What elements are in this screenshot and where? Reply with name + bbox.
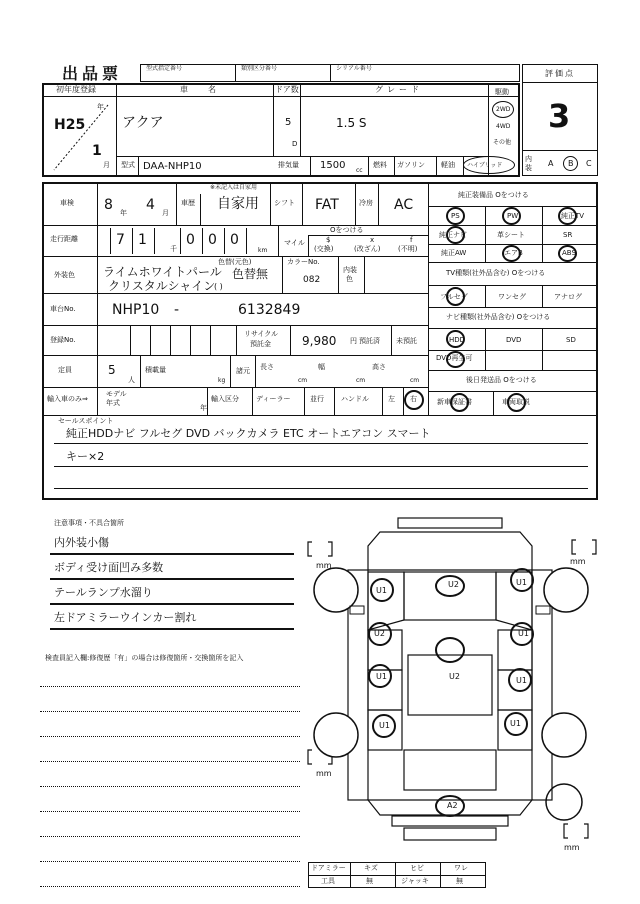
shift-value: FAT [315,197,339,213]
capacity-value: 5 [108,363,116,377]
import-dealer: ディーラー [256,395,291,403]
note-item-1: 内外装小傷 [54,536,109,549]
mileage-digit-5: 0 [230,232,239,248]
mileage-label: 走行距離 [50,235,78,243]
color-no-label: カラーNo. [287,258,320,266]
capacity-unit: 人 [128,376,135,384]
option-leather: 革シート [497,231,525,239]
navi-type-title: ナビ種類(社外品含む) Oをつける [446,313,551,321]
color-no-value: 082 [303,275,321,285]
handle-right-circle [404,390,424,410]
drive-4wd: 4WD [496,123,511,130]
month-value: 1 [92,143,102,159]
navi-dvd-play-circle [446,351,465,368]
drive-other: その他 [493,139,512,146]
import-model-year-2: 年式 [106,399,120,407]
usage-label: 車歴 [181,199,195,207]
ac-value: AC [394,197,414,213]
color-line-2: クリスタルシャイン [108,279,216,293]
mile-opt2-a: x [370,236,375,244]
score-label: 評価点 [545,69,575,78]
car-name-value: アクア [122,115,164,131]
tv-title: TV種類(社外品含む) Oをつける [446,269,546,277]
mile-label: マイル [284,239,305,247]
note-item-2: ボディ受け面凹み多数 [54,561,164,574]
load-label: 積載量 [145,366,166,374]
interior-color-label-1: 内装 [343,266,357,274]
model-label: 型式 [121,161,135,169]
fuel-label: 燃料 [373,161,387,169]
interior-label-1: 内 [525,155,532,163]
diagram-u2-l: U2 [374,629,385,638]
note-item-3: テールランプ水溜り [54,586,153,599]
option-ps: PS [451,212,460,220]
legend-h-4: ワレ [454,864,468,872]
option-abs: ABS [562,249,576,257]
legend-r-2: 無 [366,877,373,885]
tv-analog: アナログ [554,293,582,301]
option-aw: 純正AW [441,249,467,257]
chassis-dash: - [174,302,180,318]
option-tv: 純正TV [561,212,585,220]
recycle-value: 9,980 [302,334,337,348]
mile-opt3-a: f [410,236,413,244]
option-pw-circle [502,207,521,225]
mile-opt2-b: (改ざん) [354,245,381,253]
handle-label: ハンドル [341,395,369,403]
sales-line-2: キー×2 [66,450,105,463]
score-value: 3 [548,97,571,135]
shift-label: シフト [274,199,295,207]
drive-2wd: 2WD [496,106,511,113]
interior-c: C [586,159,592,168]
recycle-label-2: 預託金 [250,340,271,348]
option-sr: SR [563,231,573,239]
dims-length: 長さ [260,363,274,371]
diagram-mm-4: mm [564,843,580,852]
sales-line-1: 純正HDDナビ フルセグ DVD バックカメラ ETC オートエアコン スマート [66,427,431,440]
recycle-unit: 円 [350,337,357,345]
displacement-unit: cc [356,167,363,174]
options-title: 純正装備品 Oをつける [458,191,529,199]
diagram-a2: A2 [447,801,458,810]
load-unit: kg [218,377,226,384]
repaint-label: 色替(元色) [218,258,252,266]
shaken-month: 4 [146,197,155,213]
later-warranty-circle [450,393,469,412]
mileage-thousand: 千 [170,245,177,253]
diagram-mm-2: mm [570,557,586,566]
diagram-u1-r2: U1 [516,676,527,685]
legend-r-4: 無 [456,877,463,885]
diagram-u1-r3: U1 [510,719,521,728]
first-reg-label: 初年度登録 [56,85,96,94]
shaken-year-unit: 年 [120,209,127,217]
option-ps-circle [446,207,465,225]
model-value: DAA-NHP10 [143,161,202,172]
doors-sub: D [292,140,298,148]
later-warranty: 新車保証書 [437,398,472,406]
chassis-number: 6132849 [238,302,301,318]
color-line-2-paren: ( ) [214,282,223,291]
mileage-unit: km [258,247,268,254]
option-airbag: エアB [504,249,523,257]
later-manual: 車両取説 [502,398,530,406]
diagram-u2-hood: U2 [448,580,459,589]
import-class-label: 輸入区分 [211,395,239,403]
diagram-u1-l3: U1 [379,721,390,730]
displacement-value: 1500 [320,160,346,171]
grade-label: グレード [375,85,423,94]
diagram-u1-fl: U1 [376,586,387,595]
usage-value: 自家用 [217,196,259,212]
repaint-value: 色替無 [232,267,269,281]
year-kanji: 年 [97,103,104,111]
color-label: 外装色 [54,271,75,279]
mileage-digit-2: 1 [138,232,147,248]
dims-width-cm: cm [356,377,366,384]
later-manual-circle [507,393,526,412]
later-title: 後日発送品 Oをつける [466,376,537,384]
drive-2wd-circle [492,101,514,118]
diagram-mm-3: mm [316,769,332,778]
option-tv-circle [558,207,577,225]
navi-hdd-circle [446,330,465,348]
chassis-prefix: NHP10 [112,302,160,318]
mile-circle-note: Oをつける [330,226,364,234]
fuel-hybrid: ハイブリッド [467,162,503,169]
import-parallel: 並行 [310,395,324,403]
navi-hdd: HDD [449,336,466,344]
legend-h-3: ヒビ [410,864,424,872]
mile-opt3-b: (不明) [398,245,418,253]
recycle-deposited: 預託済 [359,337,380,345]
capacity-label: 定員 [58,366,72,374]
usage-note: ※未記入は自家用 [210,184,258,191]
ac-label: 冷房 [359,199,373,207]
legend-h-2: キズ [364,864,378,872]
handle-right: 右 [410,395,417,403]
import-label: 輸入車のみ⇒ [47,395,88,403]
color-line-1: ライムホワイトパール [103,265,222,279]
interior-b: B [568,159,574,168]
form-title: 出品票 [62,64,123,83]
dims-label: 諸元 [236,367,250,375]
diagram-u1-r1: U1 [518,629,529,638]
tv-oneseg: ワンセグ [498,293,526,301]
interior-a: A [548,159,554,168]
diagram-mm-1: mm [316,561,332,570]
year-era-value: H25 [54,117,86,133]
note-item-4: 左ドアミラーウインカー割れ [54,611,197,624]
category-no-label: 類別区分番号 [241,65,278,72]
month-kanji: 月 [103,161,110,169]
legend-r-1: 工具 [321,877,335,885]
import-year-unit: 年 [200,404,207,412]
sales-label: セールスポイント [58,417,114,425]
type-no-label: 型式指定番号 [146,65,183,72]
option-pw: PW [507,212,519,220]
fuel-hybrid-circle [463,156,515,174]
interior-label-2: 装 [525,164,532,172]
displacement-label: 排気量 [278,161,299,169]
fuel-diesel: 軽油 [441,161,455,169]
mile-opt1-b: (交換) [314,245,334,253]
option-navi-circle [446,226,465,244]
navi-dvd: DVD [506,336,522,344]
dims-height: 高さ [372,363,386,371]
dims-length-cm: cm [298,377,308,384]
tv-fullseg: フルセグ [440,293,468,301]
navi-sd: SD [566,336,576,344]
mileage-digit-4: 0 [208,232,217,248]
mile-opt1-a: $ [326,236,331,244]
diagram-u1-l2: U1 [376,672,387,681]
fuel-gas: ガソリン [397,161,425,169]
option-navi: 純正ナビ [439,231,467,239]
option-airbag-circle [502,245,521,262]
recycle-not-deposited: 未預託 [396,337,417,345]
option-abs-circle [558,245,577,262]
drive-label: 駆動 [495,88,509,96]
shaken-month-unit: 月 [162,209,169,217]
navi-dvd-play: DVD再生可 [436,354,473,362]
grade-value: 1.5 S [336,116,367,130]
legend-r-3: ジャッキ [401,877,429,885]
import-model-year-1: モデル [106,390,127,398]
interior-b-circle [563,156,578,171]
recycle-label-1: リサイクル [244,330,279,338]
diagram-u2-roof: U2 [449,672,460,681]
reg-label: 登録No. [50,336,76,344]
mileage-digit-1: 7 [116,232,125,248]
inspector-label: 検査員記入欄:修復歴「有」の場合は修復箇所・交換箇所を記入 [45,654,244,662]
dims-height-cm: cm [410,377,420,384]
handle-left: 左 [388,395,395,403]
chassis-label: 車台No. [50,305,76,313]
doors-label: ドア数 [275,85,299,94]
interior-color-label-2: 色 [346,275,353,283]
tv-fullseg-circle [446,287,465,306]
notes-label: 注意事項・不具合箇所 [54,519,124,527]
shaken-label: 車検 [60,199,74,207]
car-name-label: 車名 [180,85,236,94]
dims-width: 幅 [318,363,325,371]
diagram-u1-fr: U1 [516,578,527,587]
serial-no-label: シリアル番号 [336,65,372,72]
legend-h-1: ドアミラー [311,864,346,872]
doors-value: 5 [285,117,292,128]
shaken-year: 8 [104,197,113,213]
mileage-digit-3: 0 [186,232,195,248]
